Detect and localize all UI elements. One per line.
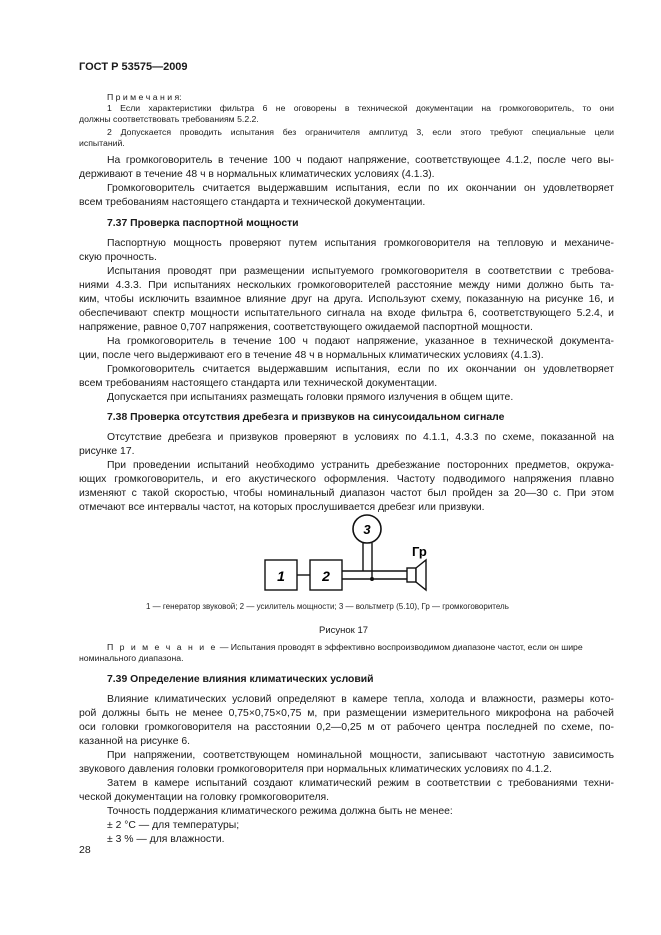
paragraph-line: изменяют с такой скоростью, чтобы номинальный диапазон частот был пройден за 20—30 с. При этом bbox=[79, 488, 614, 499]
document-header: ГОСТ Р 53575—2009 bbox=[79, 61, 188, 73]
figure-legend: 1 — генератор звуковой; 2 — усилитель мощности; 3 — вольтметр (5.10), Гр — громкоговоритель bbox=[146, 602, 509, 611]
note-item-2-line-1: 2 Допускается проводить испытания без ограничителя амплитуд 3, если этого требуют специальные цели bbox=[107, 127, 614, 137]
note-2-title: П р и м е ч а н и е bbox=[107, 642, 218, 652]
paragraph-line: оси головки громкоговорителя на расстоянии 0,2—0,25 м от рабочего центра последней по схеме, по- bbox=[79, 722, 614, 733]
paragraph-line: ниями 4.3.3. При испытаниях нескольких громкоговорителей расстояние между ними должно быть та- bbox=[79, 280, 614, 291]
paragraph-line: Влияние климатических условий определяют в камере тепла, холода и влажности, размеры кото- bbox=[107, 694, 614, 705]
section-heading-7-39: 7.39 Определение влияния климатических условий bbox=[107, 674, 374, 685]
paragraph-line: ческой документации на головку громкоговорителя. bbox=[79, 792, 330, 803]
paragraph-line: Допускается при испытаниях размещать головки прямого излучения в общем щите. bbox=[107, 392, 514, 403]
paragraph-line: напряжение, равное 0,707 напряжения, соответствующего ожидаемой паспортной мощности. bbox=[79, 322, 533, 333]
loudspeaker-cone bbox=[416, 560, 426, 590]
figure-caption: Рисунок 17 bbox=[319, 625, 369, 636]
note-title: П р и м е ч а н и я: bbox=[107, 92, 182, 102]
paragraph-line: рисунке 17. bbox=[79, 446, 135, 457]
section-heading-7-38: 7.38 Проверка отсутствия дребезга и призвуков на синусоидальном сигнале bbox=[107, 412, 505, 423]
note-item-2-line-2: испытаний. bbox=[79, 138, 125, 148]
paragraph-line: отмечают все интервалы частот, на которых прослушивается дребезг или призвуки. bbox=[79, 502, 485, 513]
paragraph-line: ± 2 °C — для температуры; bbox=[107, 820, 240, 831]
generator-label: 1 bbox=[277, 568, 285, 584]
note-2-line-2: номинального диапазона. bbox=[79, 653, 184, 663]
loudspeaker-label: Гр bbox=[412, 544, 427, 559]
voltmeter-label: 3 bbox=[363, 522, 371, 537]
paragraph-line: На громкоговоритель в течение 100 ч подают напряжение, указанное в технической документа- bbox=[107, 336, 614, 347]
paragraph-line: держивают в течение 48 ч в нормальных климатических условиях (4.1.3). bbox=[79, 169, 435, 180]
loudspeaker-icon bbox=[407, 568, 416, 582]
paragraph-line: ции, после чего выдерживают его в течение 48 ч в нормальных климатических условиях (4.1.3). bbox=[79, 350, 544, 361]
paragraph-line: всем требованиям настоящего стандарта и технической документации. bbox=[79, 197, 426, 208]
paragraph-line: Паспортную мощность проверяют путем испытания громкоговорителя на тепловую и механиче- bbox=[107, 238, 614, 249]
note-2-line-1 bbox=[107, 642, 583, 654]
paragraph-line: Отсутствие дребезга и призвуков проверяют в условиях по 4.1.1, 4.3.3 по схеме, показанной на bbox=[107, 432, 614, 443]
section-heading-7-37: 7.37 Проверка паспортной мощности bbox=[107, 218, 299, 229]
note-item-1-line-1: 1 Если характеристики фильтра 6 не оговорены в технической документации на громкоговоритель, то они bbox=[107, 103, 614, 113]
amplifier-label: 2 bbox=[322, 568, 330, 584]
junction bbox=[370, 577, 374, 581]
paragraph-line: всем требованиям настоящего стандарта или технической документации. bbox=[79, 378, 438, 389]
paragraph-line: Громкоговоритель считается выдержавшим испытания, если по их окончании он удовлетворяет bbox=[107, 364, 614, 375]
note-item-1-line-2: должны соответствовать требованиям 5.2.2. bbox=[79, 114, 259, 124]
figure-17-diagram bbox=[255, 508, 445, 598]
paragraph-line: При напряжении, соответствующем номинальной мощности, записывают частотную зависимость bbox=[107, 750, 614, 761]
paragraph-line: казанной на рисунке 6. bbox=[79, 736, 191, 747]
note-2-text: — Испытания проводят в эффективно воспроизводимом диапазоне частот, если он шире bbox=[217, 642, 583, 652]
paragraph-line: скую прочность. bbox=[79, 252, 157, 263]
paragraph-line: Точность поддержания климатического режима должна быть не менее: bbox=[107, 806, 453, 817]
paragraph-line: ± 3 % — для влажности. bbox=[107, 834, 225, 845]
paragraph-line: обеспечивают спектр мощности испытательного сигнала на входе фильтра 6, соответствующего 5.2.4, и bbox=[79, 308, 614, 319]
paragraph-line: Громкоговоритель считается выдержавшим испытания, если по их окончании он удовлетворяет bbox=[107, 183, 614, 194]
paragraph-line: При проведении испытаний необходимо устранить дребезжание посторонних предметов, окружа- bbox=[107, 460, 614, 471]
paragraph-line: ким, чтобы исключить взаимное влияние друг на друга. Используют схему, показанную на рисунке 16, и bbox=[79, 294, 614, 305]
paragraph-line: Испытания проводят при размещении испытуемого громкоговорителя в соответствии с требова- bbox=[107, 266, 614, 277]
paragraph-line: рой должны быть не менее 0,75×0,75×0,75 м, при размещении измерительного микрофона на рабочей bbox=[79, 708, 614, 719]
paragraph-line: ющих громкоговоритель, и его акустического оформления. Частоту подводимого напряжения плавно bbox=[79, 474, 614, 485]
page-number: 28 bbox=[79, 844, 91, 856]
paragraph-line: звукового давления головки громкоговорителя при нормальных климатических условиях по 4.1.2. bbox=[79, 764, 552, 775]
paragraph-line: На громкоговоритель в течение 100 ч подают напряжение, соответствующее 4.1.2, после чего вы- bbox=[107, 155, 614, 166]
paragraph-line: Затем в камере испытаний создают климатический режим в соответствии с требованиями техни- bbox=[107, 778, 614, 789]
